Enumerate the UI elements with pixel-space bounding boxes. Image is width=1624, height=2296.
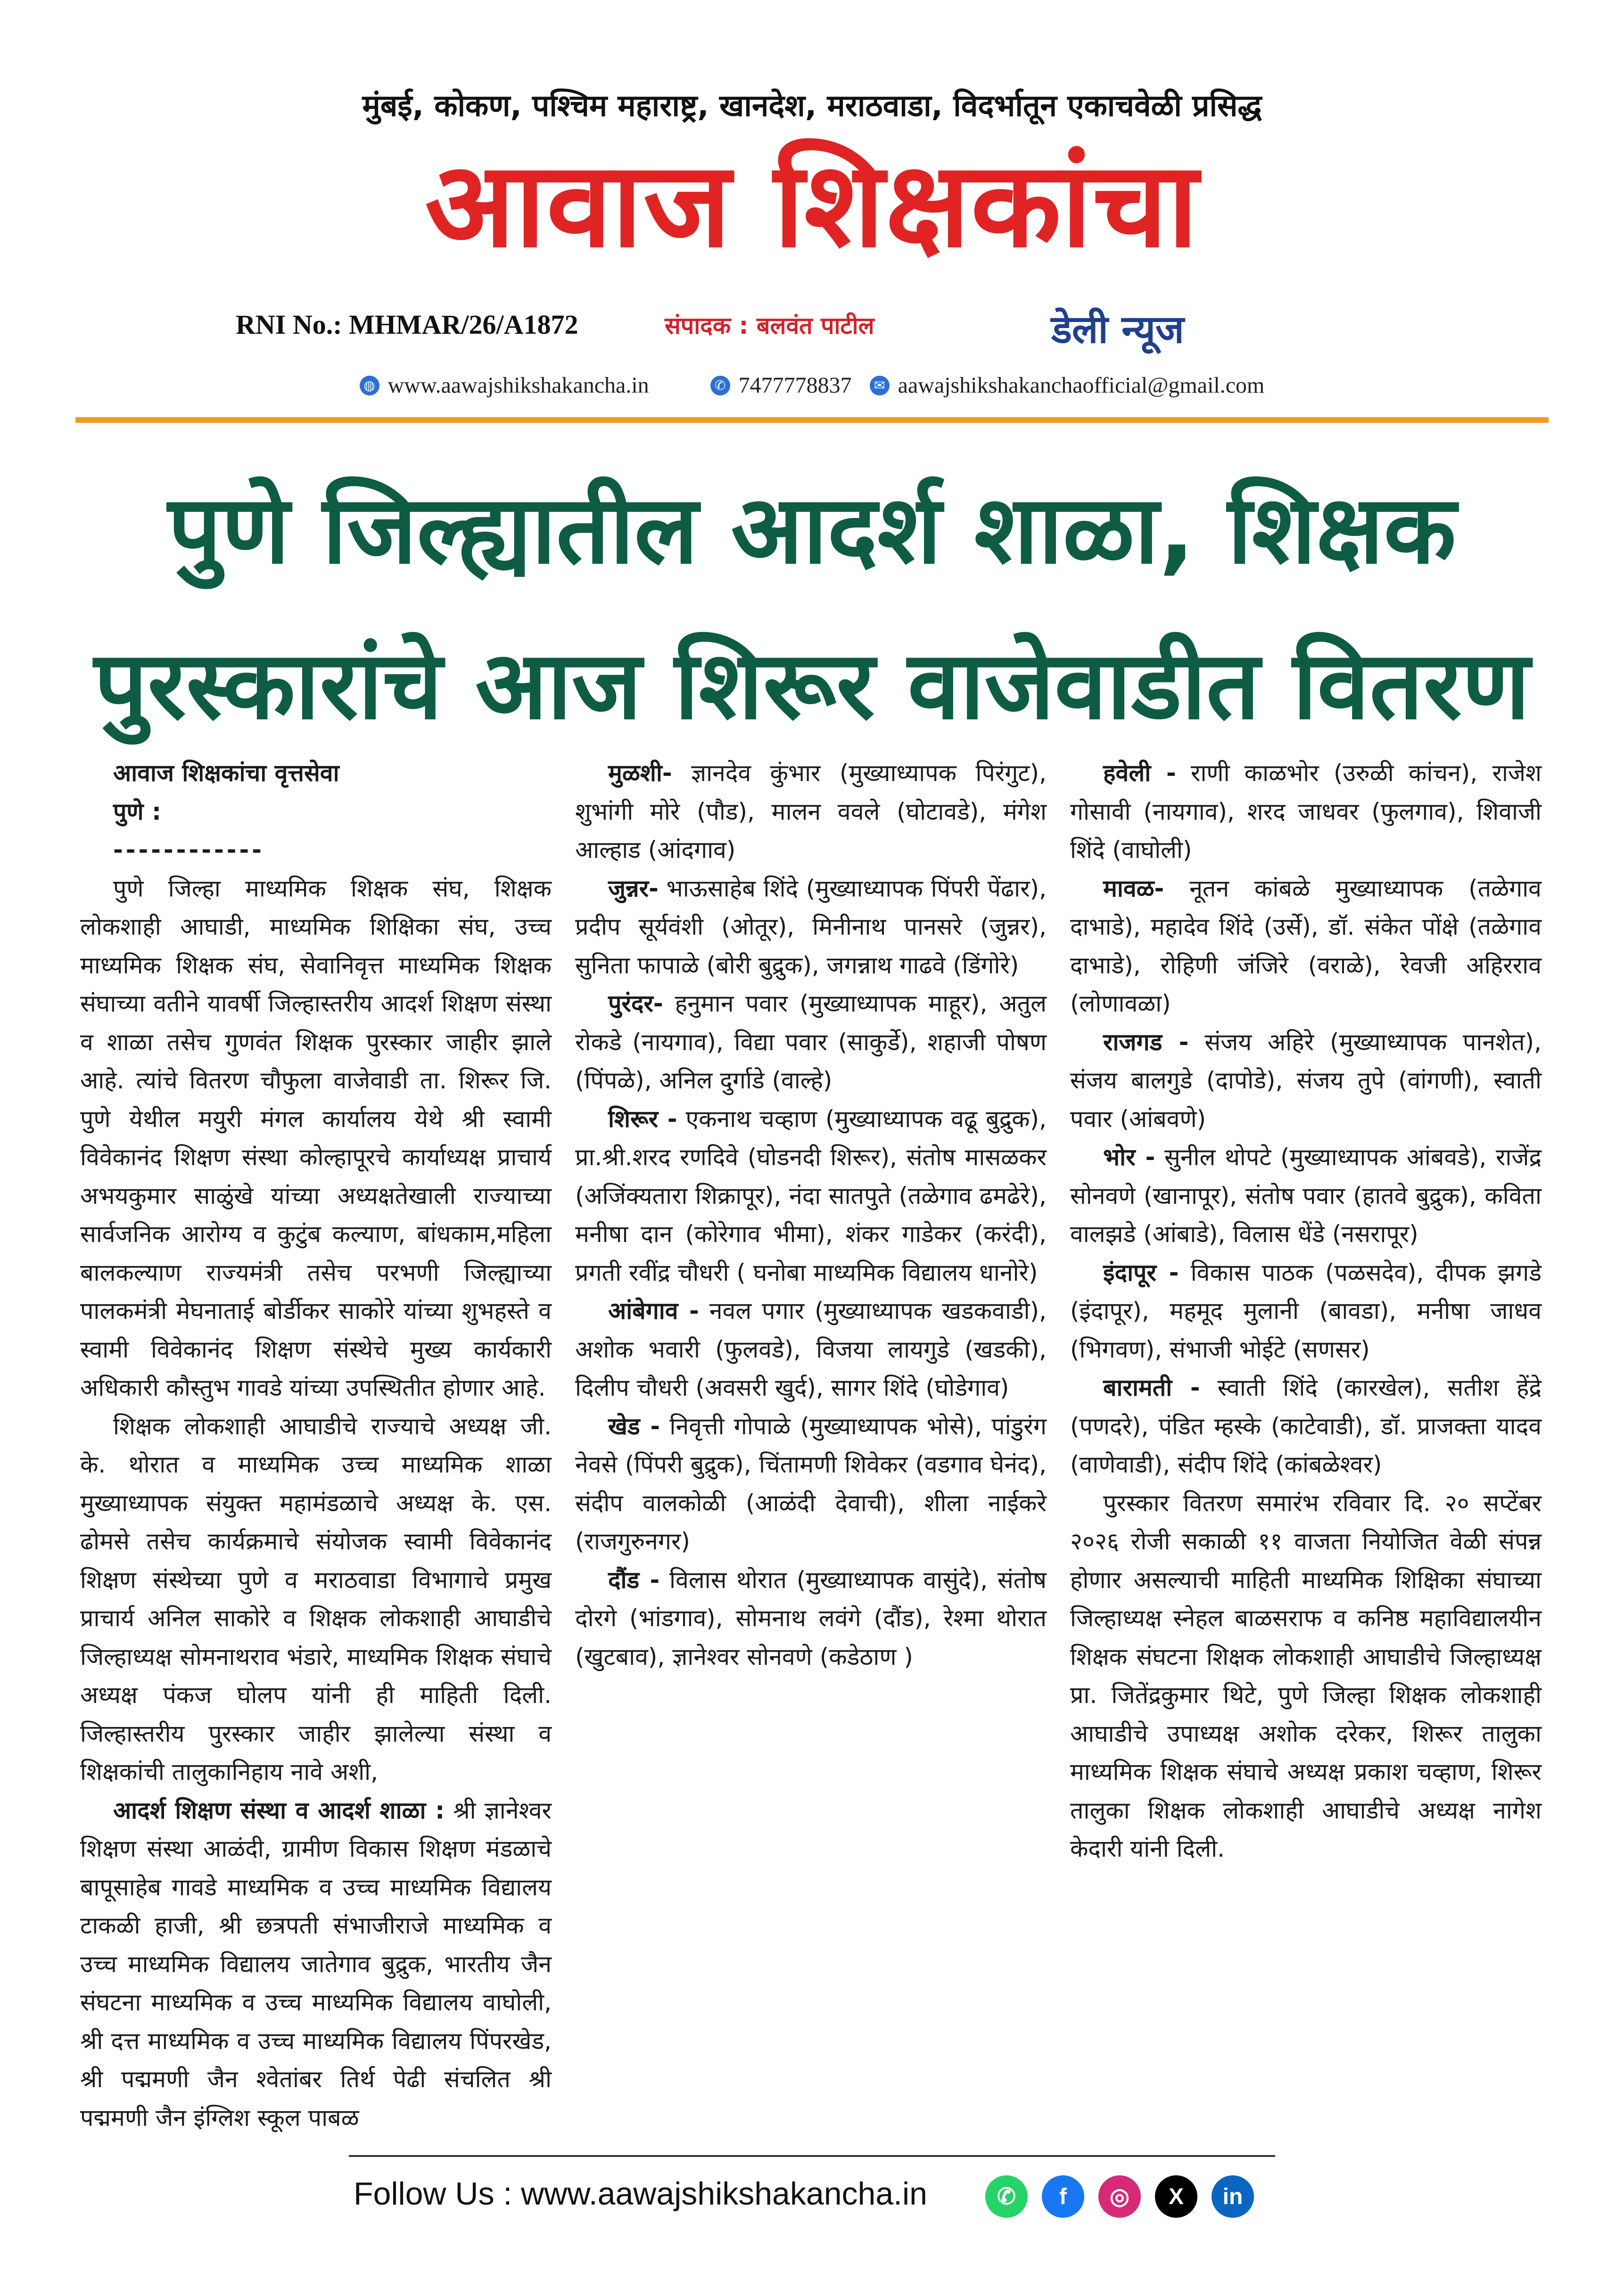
email-icon: ✉ [870,376,890,395]
masthead-regions: मुंबई, कोकण, पश्चिम महाराष्ट्र, खानदेश, मराठवाडा, विदर्भातून एकाचवेळी प्रसिद्ध [362,89,1262,123]
footer-divider [349,2155,1275,2157]
taluka-awardees: विलास थोरात (मुख्याध्यापक वासुंदे), संतोष दोरगे (भांडगाव), सोमनाथ लवंगे (दौंड), रेश्मा थोरात (खुटबाव), ज्ञानेश्वर सोनवणे (कडेठाण ) [575,1566,1047,1671]
taluka-entry [1070,1369,1542,1484]
ideal-schools-text: श्री ज्ञानेश्वर शिक्षण संस्था आळंदी, ग्रामीण विकास शिक्षण मंडळाचे बापूसाहेब गावडे माध्यमिक व उच्च माध्यमिक विद्यालय टाकळी हाजी, श्री छत्रपती संभाजीराजे माध्यमिक व उच्च माध्यमिक विद्यालय जातेगाव बुद्रुक, भारतीय जैन संघटना माध्यमिक व उच्च माध्यमिक विद्यालय वाघोली, श्री दत्त माध्यमिक व उच्च माध्यमिक विद्यालय पिंपरखेड, श्री पद्ममणी जैन श्वेतांबर तिर्थ पेढी संचलित श्री पद्ममणी जैन इंग्लिश स्कूल पाबळ [80,1796,552,2131]
website-contact[interactable] [360,372,649,398]
taluka-entry [575,1292,1047,1407]
x-icon[interactable]: X [1155,2175,1197,2218]
social-icons [985,2175,1254,2218]
taluka-awardees: राणी काळभोर (उरुळी कांचन), राजेश गोसावी (नायगाव), शरद जाधवर (फुलगाव), शिवाजी शिंदे (वाघोली) [1070,759,1542,864]
taluka-name: भोर - [1103,1144,1155,1171]
newspaper-logo: आवाज शिक्षकांचा [425,136,1199,273]
phone-number[interactable]: 7477778837 [738,373,852,398]
taluka-entry [575,985,1047,1100]
taluka-awardees: संजय अहिरे (मुख्याध्यापक पानशेत), संजय बालगुडे (दापोडे), संजय तुपे (वांगणी), स्वाती पवार (आंबवणे) [1070,1028,1542,1133]
editor-name: संपादक : बलवंत पाटील [665,312,874,339]
website-link[interactable]: www.aawajshikshakancha.in [387,373,649,398]
taluka-entry [1070,1023,1542,1139]
paragraph-1: पुणे जिल्हा माध्यमिक शिक्षक संघ, शिक्षक लोकशाही आघाडी, माध्यमिक शिक्षिका संघ, उच्च माध्यमिक शिक्षक संघ, सेवानिवृत्त माध्यमिक शिक्षक संघाच्या वतीने यावर्षी जिल्हास्तरीय आदर्श शिक्षण संस्था व शाळा तसेच गुणवंत शिक्षक पुरस्कार जाहीर झाले आहे. त्यांचे वितरण चौफुला वाजेवाडी ता. शिरूर जि. पुणे येथील मयुरी मंगल कार्यालय येथे श्री स्वामी विवेकानंद शिक्षण संस्था कोल्हापूरचे कार्याध्यक्ष प्राचार्य अभयकुमार साळुंखे यांच्या अध्यक्षतेखाली राज्याच्या सार्वजनिक आरोग्य व कुटुंब कल्याण, बांधकाम,महिला बालकल्याण राज्यमंत्री तसेच परभणी जिल्ह्याच्या पालकमंत्री मेघनाताई बोर्डीकर साकोरे यांच्या शुभहस्ते व स्वामी विवेकानंद शिक्षण संस्थेचे मुख्य कार्यकारी अधिकारी कौस्तुभ गावडे यांच्या उपस्थितीत होणार आहे. [80,874,552,1401]
taluka-awardees: स्वाती शिंदे (कारखेल), सतीश हेंद्रे (पणदरे), पंडित म्हस्के (काटेवाडी), डॉ. प्राजक्ता यादव (वाणेवाडी), संदीप शिंदे (कांबळेश्वर) [1070,1374,1542,1478]
facebook-icon[interactable]: f [1042,2175,1084,2218]
taluka-awardees: हनुमान पवार (मुख्याध्यापक माहूर), अतुल रोकडे (नायगाव), विद्या पवार (साकुर्डे), शहाजी पोषण (पिंपळे), अनिल दुर्गाडे (वाल्हे) [575,990,1047,1094]
news-service: आवाज शिक्षकांचा वृत्तसेवा [113,759,339,787]
taluka-name: मावळ- [1103,874,1164,902]
taluka-entry [1070,1254,1542,1369]
taluka-name: आंबेगाव - [608,1297,699,1325]
taluka-name: मुळशी- [608,759,672,787]
linkedin-icon[interactable]: in [1212,2175,1254,2218]
taluka-name: खेड - [608,1412,660,1440]
ideal-schools-label: आदर्श शिक्षण संस्था व आदर्श शाळा : [113,1796,445,1824]
taluka-entry [575,1100,1047,1292]
taluka-name: बारामती - [1103,1374,1200,1401]
taluka-name: राजगड - [1103,1028,1189,1056]
taluka-awardees: एकनाथ चव्हाण (मुख्याध्यापक वढू बुद्रुक), प्रा.श्री.शरद रणदिवे (घोडनदी शिरूर), संतोष मासळकर (अजिंक्यतारा शिक्रापूर), नंदा सातपुते (तळेगाव ढमढेरे), मनीषा दान (कोरेगाव भीमा), शंकर गाडेकर (करंदी), प्रगती रवींद्र चौधरी ( घनोबा माध्यमिक विद्यालय धानोरे) [575,1105,1047,1286]
rni-number: RNI No.: MHMAR/26/A1872 [236,309,578,340]
contact-bar [0,372,1624,398]
article-column-2 [575,754,1047,1676]
dash-separator: ------------ [113,836,265,864]
taluka-entry [575,754,1047,870]
taluka-awardees: भाऊसाहेब शिंदे (मुख्याध्यापक पिंपरी पेंढार), प्रदीप सूर्यवंशी (ओतूर), मिनीनाथ पानसरे (जुन्नर), सुनिता फापाळे (बोरी बुद्रुक), जगन्नाथ गाढवे (डिंगोरे) [575,874,1047,979]
taluka-name: शिरूर - [608,1105,677,1133]
taluka-name: दौंड - [608,1566,660,1594]
taluka-entry [1070,1138,1542,1254]
article-column-1 [80,754,552,2137]
taluka-entry [575,1407,1047,1561]
masthead-divider [75,417,1549,423]
taluka-awardees: निवृत्ती गोपाळे (मुख्याध्यापक भोसे), पांडुरंग नेवसे (पिंपरी बुद्रुक), चिंतामणी शिवेकर (वडगाव घेनंद), संदीप वालकोळी (आळंदी देवाची), शीला नाईकरे (राजगुरुनगर) [575,1412,1047,1555]
taluka-awardees: सुनील थोपटे (मुख्याध्यापक आंबवडे), राजेंद्र सोनवणे (खानापूर), संतोष पवार (हातवे बुद्रुक), कविता वालझडे (आंबाडे), विलास धेंडे (नसरापूर) [1070,1144,1542,1248]
daily-news-label: डेली न्यूज [1051,307,1184,352]
taluka-awardees: विकास पाठक (पळसदेव), दीपक झगडे (इंदापूर), महमूद मुलानी (बावडा), मनीषा जाधव (भिगवण), संभाजी भोईटे (सणसर) [1070,1259,1542,1363]
taluka-name: पुरंदर- [608,990,663,1017]
taluka-name: जुन्नर- [608,874,659,902]
ideal-schools-paragraph [80,1792,552,2138]
phone-contact[interactable] [710,372,1265,398]
taluka-entry [575,1561,1047,1677]
taluka-name: इंदापूर - [1103,1259,1179,1286]
taluka-awardees: नवल पगार (मुख्याध्यापक खडकवाडी), अशोक भवारी (फुलवडे), विजया लायगुडे (खडकी), दिलीप चौधरी (अवसरी खुर्द), सागर शिंदे (घोडेगाव) [575,1297,1047,1401]
headline [0,453,1624,764]
follow-us-text[interactable]: Follow Us : www.aawajshikshakancha.in [354,2176,927,2212]
email-address[interactable]: aawajshikshakanchaofficial@gmail.com [898,373,1265,398]
headline-line-1: पुणे जिल्ह्यातील आदर्श शाळा, शिक्षक [168,475,1456,585]
taluka-entry [575,870,1047,985]
dateline: पुणे : [113,798,161,825]
taluka-entry [1070,870,1542,1023]
taluka-awardees: ज्ञानदेव कुंभार (मुख्याध्यापक पिरंगुट), शुभांगी मोरे (पौड), मालन ववले (घोटावडे), मंगेश आल्हाड (आंदगाव) [575,759,1047,864]
whatsapp-icon[interactable]: ✆ [985,2175,1028,2218]
paragraph-2: शिक्षक लोकशाही आघाडीचे राज्याचे अध्यक्ष जी. के. थोरात व माध्यमिक उच्च माध्यमिक शाळा मुख्याध्यापक संयुक्त महामंडळाचे अध्यक्ष के. एस. ढोमसे तसेच कार्यक्रमाचे संयोजक स्वामी विवेकानंद शिक्षण संस्थेच्या पुणे व मराठवाडा विभागाचे प्रमुख प्राचार्य अनिल साकोरे व शिक्षक लोकशाही आघाडीचे जिल्हाध्यक्ष सोमनाथराव भंडारे, माध्यमिक शिक्षक संघाचे अध्यक्ष पंकज घोलप यांनी ही माहिती दिली. जिल्हास्तरीय पुरस्कार जाहीर झालेल्या संस्था व शिक्षकांची तालुकानिहाय नावे अशी, [80,1412,552,1786]
phone-icon: ✆ [710,376,730,395]
taluka-name: हवेली - [1103,759,1176,787]
closing-paragraph: पुरस्कार वितरण समारंभ रविवार दि. २० सप्टेंबर २०२६ रोजी सकाळी ११ वाजता नियोजित वेळी संपन्न होणार असल्याची माहिती माध्यमिक शिक्षिका संघाच्या जिल्हाध्यक्ष स्नेहल बाळसराफ व कनिष्ठ महाविद्यालयीन शिक्षक संघटना शिक्षक लोकशाही आघाडीचे जिल्हाध्यक्ष प्रा. जितेंद्रकुमार थिटे, पुणे जिल्हा शिक्षक लोकशाही आघाडीचे उपाध्यक्ष अशोक दरेकर, शिरूर तालुका माध्यमिक शिक्षक संघाचे अध्यक्ष प्रकाश चव्हाण, शिरूर तालुका शिक्षक लोकशाही आघाडीचे अध्यक्ष नागेश केदारी यांनी दिली. [1070,1489,1542,1862]
instagram-icon[interactable]: ◎ [1098,2175,1141,2218]
taluka-awardees: नूतन कांबळे मुख्याध्यापक (तळेगाव दाभाडे), महादेव शिंदे (उर्से), डॉ. संकेत पोंक्षे (तळेगाव दाभाडे), रोहिणी जंजिरे (वराळे), रेवजी अहिरराव (लोणावळा) [1070,874,1542,1017]
globe-icon: ◍ [360,376,379,395]
headline-line-2: पुरस्कारांचे आज शिरूर वाजेवाडीत वितरण [94,631,1530,741]
taluka-entry [1070,754,1542,870]
article-column-3 [1070,754,1542,1868]
